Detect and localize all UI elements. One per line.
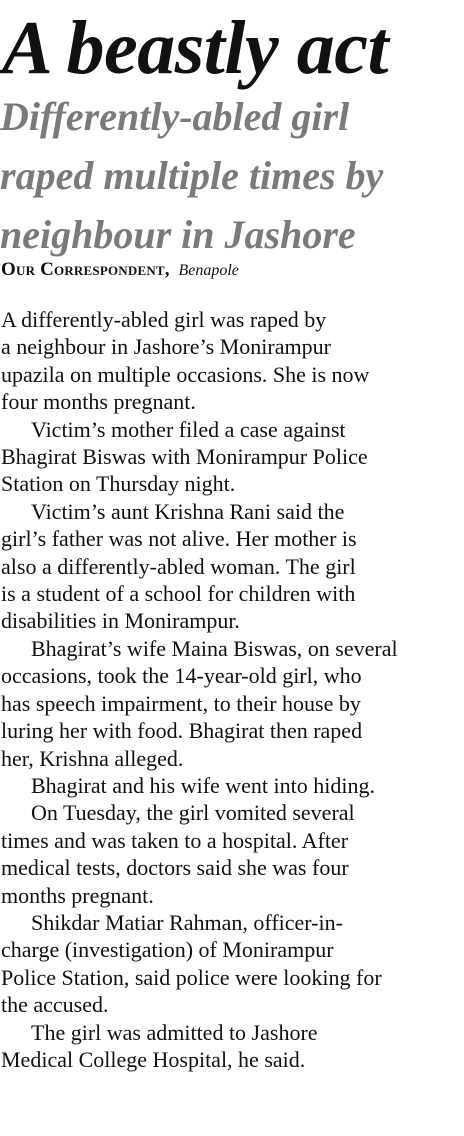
body-line: medical tests, doctors said she was four xyxy=(1,855,349,881)
body-line: luring her with food. Bhagirat then raped xyxy=(1,718,363,744)
body-line: times and was taken to a hospital. After xyxy=(1,827,349,853)
body-line: Police Station, said police were looking for xyxy=(1,964,382,990)
subheadline-line: Differently-abled girl xyxy=(0,94,350,139)
body-line: has speech impairment, to their house by xyxy=(1,690,361,716)
body-line: Victim’s mother filed a case against xyxy=(31,416,346,442)
headline: A beastly act xyxy=(2,6,389,90)
body-line: upazila on multiple occasions. She is now xyxy=(1,361,370,387)
byline-author: Our Correspondent, xyxy=(1,259,170,280)
subheadline-line: raped multiple times by xyxy=(0,153,384,198)
subheadline xyxy=(0,87,464,264)
body-line: girl’s father was not alive. Her mother is xyxy=(1,526,357,552)
body-line: disabilities in Monirampur. xyxy=(1,608,240,634)
body-line: months pregnant. xyxy=(1,882,154,908)
body-line: The girl was admitted to Jashore xyxy=(31,1019,318,1045)
body-line: Medical College Hospital, he said. xyxy=(1,1046,306,1072)
body-line: Bhagirat and his wife went into hiding. xyxy=(31,772,375,798)
article-body xyxy=(0,306,464,1073)
body-line: a neighbour in Jashore’s Monirampur xyxy=(1,334,331,360)
body-line: On Tuesday, the girl vomited several xyxy=(31,800,355,826)
byline xyxy=(1,258,464,283)
subheadline-line: neighbour in Jashore xyxy=(0,212,356,257)
byline-location: Benapole xyxy=(178,262,239,279)
body-line: four months pregnant. xyxy=(1,389,196,415)
body-line: the accused. xyxy=(1,992,109,1018)
body-line: is a student of a school for children with xyxy=(1,581,356,607)
body-line: Shikdar Matiar Rahman, officer-in- xyxy=(31,909,343,935)
body-line: Bhagirat’s wife Maina Biswas, on several xyxy=(31,635,398,661)
body-line: her, Krishna alleged. xyxy=(1,745,184,771)
body-line: charge (investigation) of Monirampur xyxy=(1,937,334,963)
body-line: Bhagirat Biswas with Monirampur Police xyxy=(1,444,368,470)
body-line: occasions, took the 14-year-old girl, who xyxy=(1,663,362,689)
body-line: Station on Thursday night. xyxy=(1,471,236,497)
body-line: Victim’s aunt Krishna Rani said the xyxy=(31,498,345,524)
body-line: also a differently-abled woman. The girl xyxy=(1,553,356,579)
body-line: A differently-abled girl was raped by xyxy=(1,307,327,332)
